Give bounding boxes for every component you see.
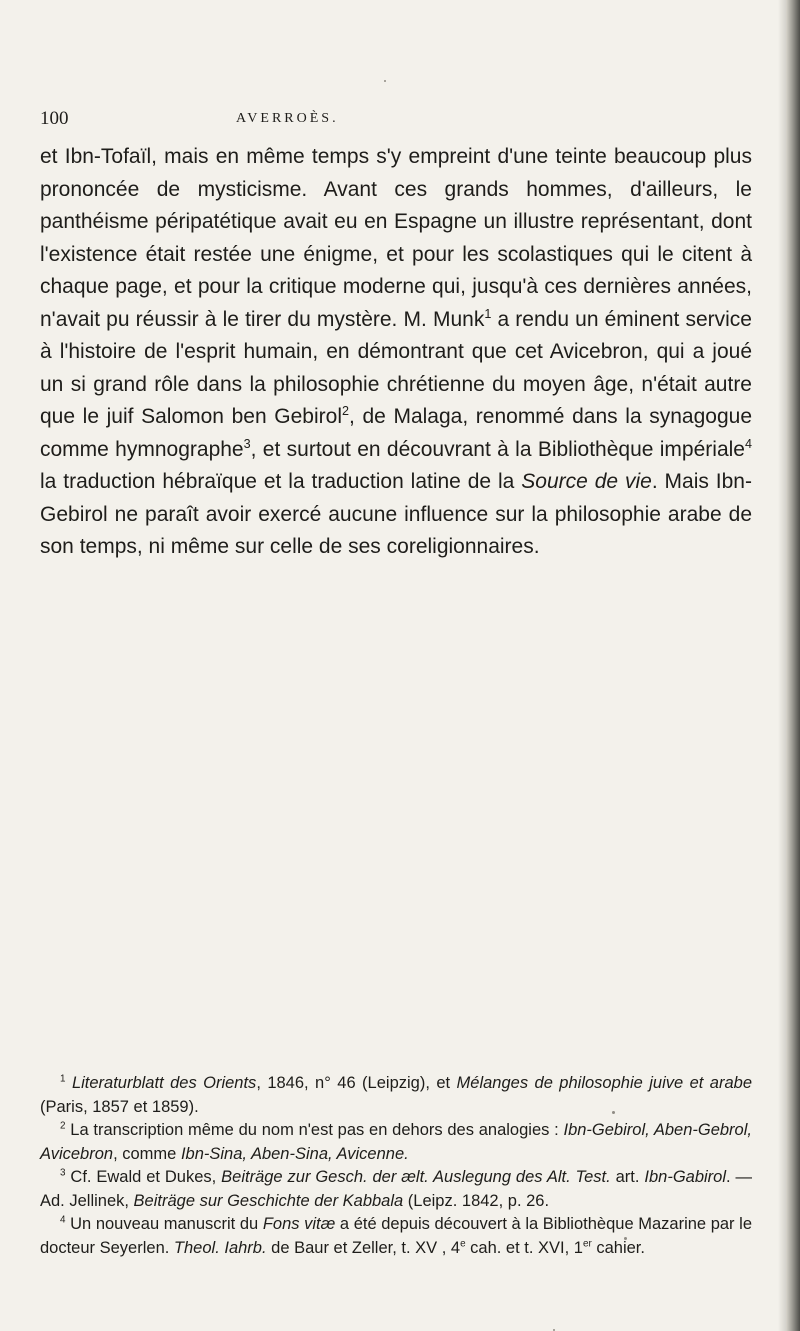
- citation-text: (Leipz. 1842, p. 26.: [403, 1191, 550, 1210]
- citation-text: La transcription même du nom n'est pas en dehors des analogies :: [70, 1121, 564, 1139]
- text-run: , de Malaga, renommé dans la synagogue comme hymnographe: [40, 405, 752, 461]
- page-shadow: [778, 0, 786, 1331]
- ordinal-suffix: er: [582, 1238, 592, 1249]
- citation-title: Theol. Iahrb.: [173, 1238, 267, 1257]
- citation-text: (Paris, 1857 et 1859).: [40, 1097, 199, 1116]
- citation-text: art.: [610, 1168, 645, 1186]
- footnote-ref: 2: [341, 404, 349, 418]
- footnote-ref: 3: [243, 436, 251, 451]
- footnote-3: [40, 1166, 752, 1213]
- citation-text: . — Ad. Jellinek,: [40, 1168, 753, 1210]
- citation-text: cahier.: [591, 1238, 645, 1257]
- citation-text: , 1846, n° 46 (Leipzig), et: [256, 1074, 457, 1092]
- text-run: , et surtout en découvrant à la Bibliothèque impériale: [250, 437, 745, 461]
- name-variants: Ibn-Gebirol, Aben-Gebrol, Avicebron: [40, 1121, 752, 1163]
- footnote-marker: 2: [60, 1120, 66, 1132]
- running-title: AVERROÈS.: [236, 111, 339, 126]
- citation-title: Beiträge zur Gesch. der ælt. Auslegung des Alt. Test.: [221, 1168, 611, 1186]
- footnote-4: [40, 1213, 752, 1260]
- citation-text: cah. et t. XVI, 1: [465, 1238, 583, 1257]
- footnote-ref: 4: [744, 436, 752, 451]
- page-edge: [786, 0, 800, 1331]
- citation-title: Literaturblatt des Orients: [71, 1074, 257, 1092]
- citation-text: , comme: [113, 1144, 181, 1163]
- text-run: a rendu un éminent service à l'histoire de l'esprit humain, en démontrant que cet Avicebron, qui a joué un si grand rôle dans la philosophie chrétienne du moyen âge, n'était autre que le juif Salomon ben Gebirol: [40, 307, 752, 428]
- citation-title: Mélanges de philosophie juive et arabe: [456, 1074, 752, 1092]
- book-title: Source de vie: [521, 470, 652, 493]
- body-paragraph: [40, 141, 752, 564]
- citation-text: Cf. Ewald et Dukes,: [70, 1168, 222, 1186]
- footnote-marker: 3: [60, 1167, 66, 1179]
- text-run: la traduction hébraïque et la traduction latine de la: [40, 470, 522, 493]
- main-text: [40, 141, 752, 564]
- ordinal-suffix: e: [460, 1238, 466, 1249]
- footnotes: [40, 1072, 752, 1260]
- citation-text: a été depuis découvert à la Bibliothèque Mazarine par le docteur Seyerlen.: [40, 1215, 752, 1257]
- footnote-ref: 1: [484, 306, 492, 321]
- footnote-1: [40, 1072, 752, 1119]
- footnote-2: [40, 1119, 752, 1166]
- footnote-marker: 1: [60, 1073, 66, 1085]
- citation-title: Fons vitæ: [262, 1215, 336, 1233]
- page-number: 100: [40, 108, 69, 129]
- text-run: et Ibn-Tofaïl, mais en même temps s'y empreint d'une teinte beaucoup plus prononcée de mysticisme. Avant ces grands hommes, d'ailleurs, le panthéisme péripatétique avait eu en Espagne un illustre représentant, dont l'existence était restée une énigme, et pour les scolastiques qui le citent à chaque page, et pour la critique moderne qui, jusqu'à ces dernières années, n'avait pu réussir à le tirer du mystère. M. Munk: [40, 145, 752, 331]
- citation-text: Un nouveau manuscrit du: [70, 1215, 263, 1233]
- citation-title: Beiträge sur Geschichte der Kabbala: [133, 1191, 404, 1210]
- page-header: [40, 108, 700, 134]
- name-variants: Ibn-Sina, Aben-Sina, Avicenne.: [180, 1144, 409, 1163]
- citation-title: Ibn-Gabirol: [644, 1168, 727, 1186]
- text-run: . Mais Ibn-Gebirol ne paraît avoir exercé aucune influence sur la philosophie arabe de son temps, ni même sur celle de ses coreligionnaires.: [40, 470, 752, 558]
- footnote-marker: 4: [60, 1214, 66, 1226]
- citation-text: de Baur et Zeller, t. XV , 4: [266, 1238, 461, 1257]
